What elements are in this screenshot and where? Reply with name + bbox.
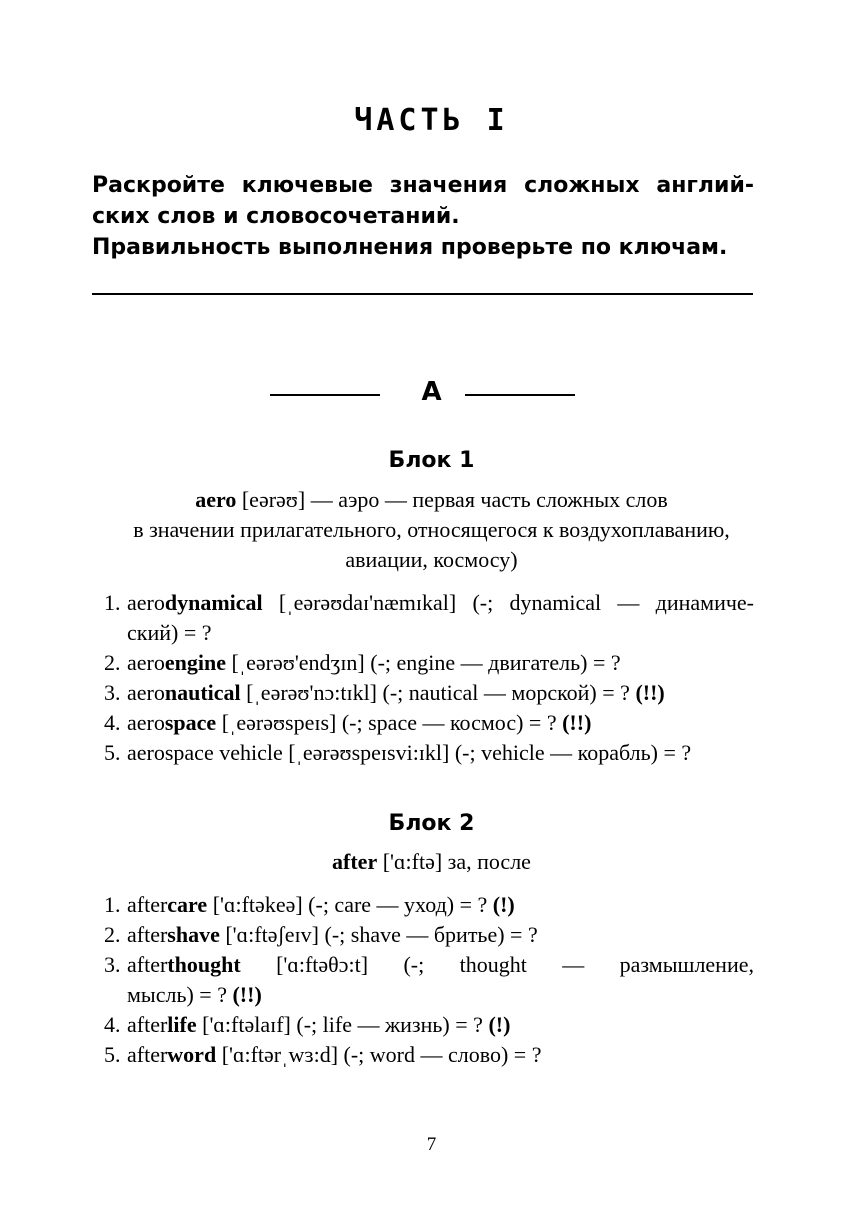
block-intro <box>80 485 783 575</box>
word-stem: life <box>167 1012 197 1037</box>
item-text <box>127 890 754 920</box>
headword: aero <box>195 487 237 512</box>
list-item <box>100 588 754 648</box>
block-intro <box>80 847 783 877</box>
word-stem: word <box>167 1042 217 1067</box>
item-number: 5. <box>104 1042 121 1067</box>
word-prefix: after <box>127 1042 168 1067</box>
difficulty-mark: (!!) <box>635 680 665 705</box>
item-number: 1. <box>104 590 121 615</box>
word-prefix: aero <box>127 680 165 705</box>
list-item <box>100 738 754 768</box>
word-stem: space <box>164 710 217 735</box>
item-text <box>127 1010 754 1040</box>
word-gloss: [ˌeərəʊspeɪs] (-; space — космос) = ? <box>216 710 563 735</box>
list-item <box>100 920 754 950</box>
word-prefix: after <box>127 952 168 977</box>
word-gloss: ['ɑ:ftəθɔ:t] (-; thought — размышление, <box>240 952 754 977</box>
list-item <box>100 678 754 708</box>
word-gloss: ['ɑ:ftərˌwɜ:d] (-; word — слово) = ? <box>216 1042 542 1067</box>
list-item <box>100 648 754 678</box>
difficulty-mark: (!) <box>488 1012 511 1037</box>
intro-line <box>80 485 783 515</box>
word-gloss: [ˌeərəʊspeɪsvi:ɪkl] (-; vehicle — корабль) = ? <box>282 740 692 765</box>
item-number: 1. <box>104 892 121 917</box>
item-text <box>127 738 754 768</box>
word-prefix: aerospace vehicle <box>127 740 283 765</box>
item-number: 2. <box>104 922 121 947</box>
item-text <box>127 950 754 980</box>
word-stem: nautical <box>164 680 241 705</box>
continuation-text: мысль) = ? <box>127 982 233 1007</box>
word-gloss: ['ɑ:ftəlaɪf] (-; life — жизнь) = ? <box>196 1012 489 1037</box>
difficulty-mark: (!!) <box>232 982 262 1007</box>
list-item <box>100 950 754 1010</box>
item-text <box>127 708 754 738</box>
word-prefix: aero <box>127 710 165 735</box>
item-number: 3. <box>104 680 121 705</box>
word-prefix: after <box>127 1012 168 1037</box>
item-number: 4. <box>104 710 121 735</box>
instructions <box>92 170 762 263</box>
instruction-line: Раскройте ключевые значения сложных англий- <box>92 173 754 198</box>
word-prefix: after <box>127 922 168 947</box>
word-gloss: [ˌeərəʊ'nɔ:tɪkl] (-; nautical — морской) = ? <box>240 680 636 705</box>
word-stem: engine <box>164 650 226 675</box>
intro-line <box>80 847 783 877</box>
word-stem: shave <box>167 922 220 947</box>
word-gloss: [ˌeərəʊ'endʒɪn] (-; engine — двигатель) = ? <box>225 650 621 675</box>
difficulty-mark: (!) <box>492 892 515 917</box>
word-stem: thought <box>167 952 241 977</box>
intro-text: ['ɑ:ftə] за, после <box>377 849 531 874</box>
list-item <box>100 1040 754 1070</box>
page-number: 7 <box>426 1134 437 1155</box>
word-stem: care <box>167 892 208 917</box>
item-number: 4. <box>104 1012 121 1037</box>
list-item <box>100 1010 754 1040</box>
section-letter: A <box>421 377 442 407</box>
word-prefix: after <box>127 892 168 917</box>
instruction-line: Правильность выполнения проверьте по ключам. <box>92 235 728 260</box>
word-list <box>100 588 754 768</box>
instruction-line: ских слов и словосочетаний. <box>92 204 460 229</box>
list-item <box>100 890 754 920</box>
word-list <box>100 890 754 1070</box>
item-text <box>127 648 754 678</box>
item-number: 2. <box>104 650 121 675</box>
item-number: 5. <box>104 740 121 765</box>
word-prefix: aero <box>127 590 165 615</box>
right-dash <box>465 394 575 396</box>
difficulty-mark: (!!) <box>562 710 592 735</box>
headword: after <box>332 849 378 874</box>
horizontal-divider <box>92 293 753 295</box>
item-text <box>127 678 754 708</box>
item-continuation: ский) = ? <box>127 620 212 645</box>
word-prefix: aero <box>127 650 165 675</box>
list-item <box>100 708 754 738</box>
part-title: ЧАСТЬ I <box>354 103 509 138</box>
intro-text: [eərəʊ] — аэро — первая часть сложных слов <box>236 487 668 512</box>
word-gloss: ['ɑ:ftəkeə] (-; care — уход) = ? <box>207 892 493 917</box>
block-title: Блок 1 <box>388 448 475 473</box>
item-text <box>127 588 754 618</box>
block-title: Блок 2 <box>388 811 475 836</box>
word-gloss: [ˌeərəʊdaɪ'næmɪkal] (-; dynamical — динамиче- <box>262 590 754 615</box>
item-text <box>127 1040 754 1070</box>
section-heading <box>0 375 863 415</box>
item-number: 3. <box>104 952 121 977</box>
item-text <box>127 920 754 950</box>
intro-line: авиации, космосу) <box>345 547 518 572</box>
item-continuation <box>127 980 754 1010</box>
word-gloss: ['ɑ:ftəʃeɪv] (-; shave — бритье) = ? <box>219 922 538 947</box>
intro-line: в значении прилагательного, относящегося к воздухоплаванию, <box>133 517 730 542</box>
word-stem: dynamical <box>164 590 263 615</box>
